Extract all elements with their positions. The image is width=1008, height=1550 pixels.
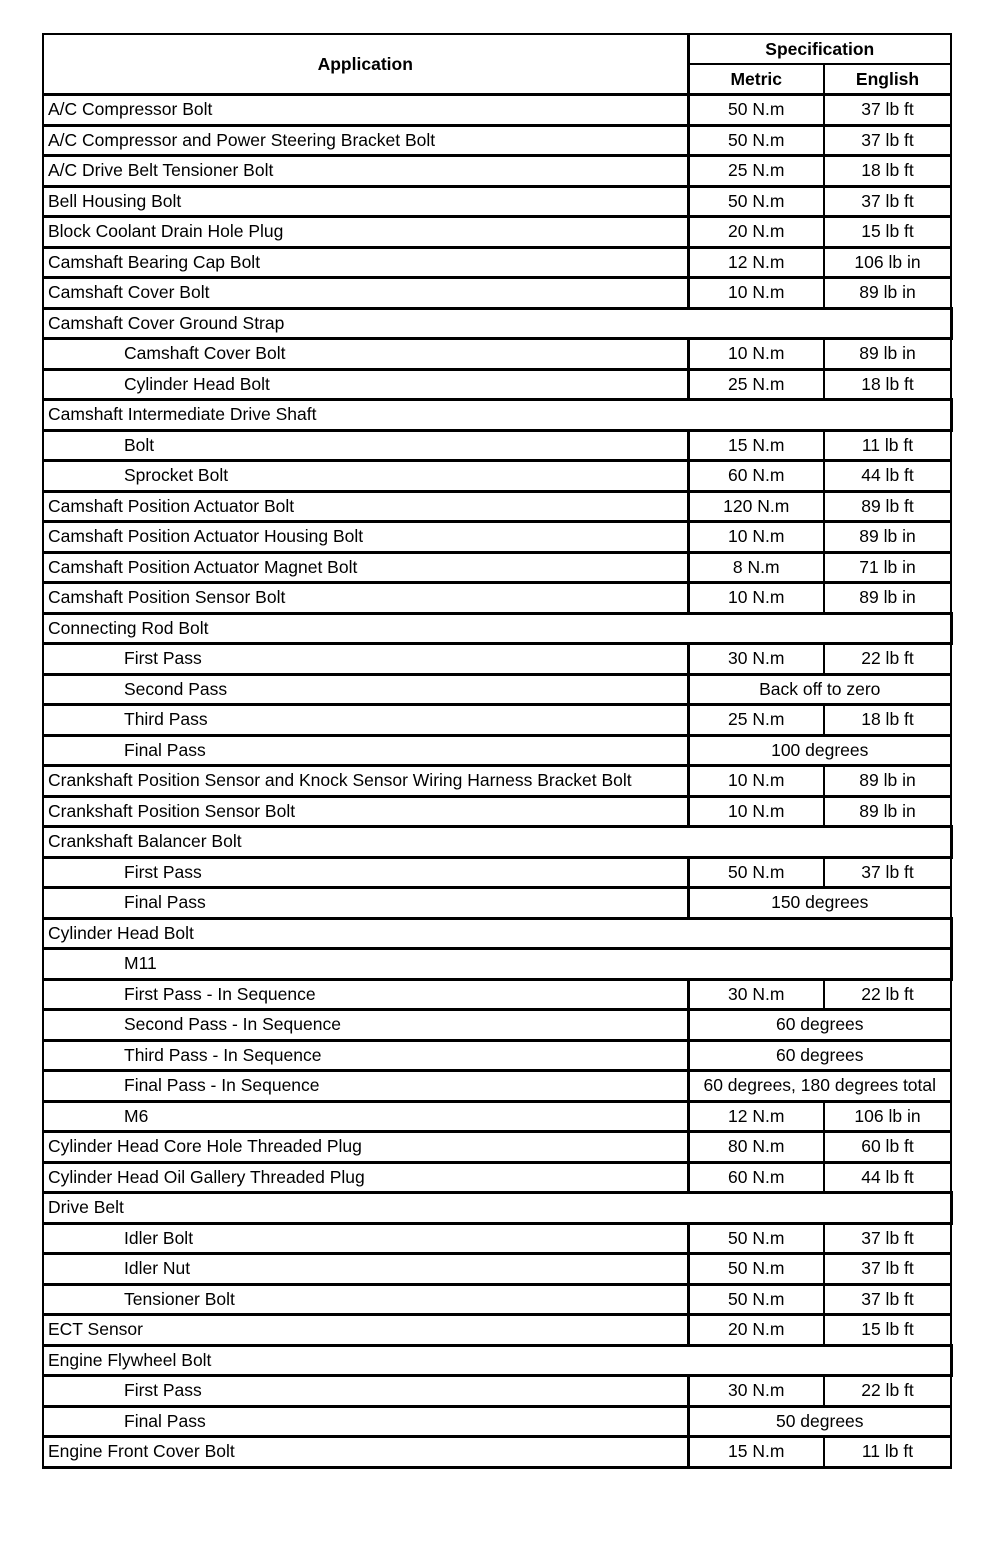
application-cell: Camshaft Cover Bolt	[43, 339, 688, 370]
table-section-row	[43, 308, 951, 339]
metric-cell: 30 N.m	[688, 1376, 824, 1407]
table-row	[43, 552, 951, 583]
metric-cell: 15 N.m	[688, 1437, 824, 1468]
table-section-row	[43, 918, 951, 949]
metric-cell: 25 N.m	[688, 156, 824, 187]
application-cell: Camshaft Position Sensor Bolt	[43, 583, 688, 614]
metric-cell: 10 N.m	[688, 522, 824, 553]
english-cell: 106 lb in	[824, 247, 951, 278]
table-row	[43, 1223, 951, 1254]
metric-cell: 30 N.m	[688, 979, 824, 1010]
specification-header: Specification	[688, 34, 951, 64]
application-cell: Idler Nut	[43, 1254, 688, 1285]
metric-cell: 50 N.m	[688, 95, 824, 126]
application-cell: Camshaft Position Actuator Magnet Bolt	[43, 552, 688, 583]
application-cell: Idler Bolt	[43, 1223, 688, 1254]
application-cell: Camshaft Bearing Cap Bolt	[43, 247, 688, 278]
application-cell: Engine Front Cover Bolt	[43, 1437, 688, 1468]
table-row	[43, 125, 951, 156]
english-cell: 89 lb in	[824, 583, 951, 614]
english-cell: 15 lb ft	[824, 217, 951, 248]
metric-cell: 10 N.m	[688, 278, 824, 309]
application-cell: Third Pass - In Sequence	[43, 1040, 688, 1071]
application-cell: Drive Belt	[43, 1193, 951, 1224]
application-cell: First Pass	[43, 1376, 688, 1407]
table-row	[43, 1040, 951, 1071]
english-cell: 18 lb ft	[824, 156, 951, 187]
table-row	[43, 644, 951, 675]
application-cell: Cylinder Head Core Hole Threaded Plug	[43, 1132, 688, 1163]
application-cell: Bolt	[43, 430, 688, 461]
application-cell: Final Pass - In Sequence	[43, 1071, 688, 1102]
application-header: Application	[43, 34, 688, 95]
table-row	[43, 674, 951, 705]
application-cell: Camshaft Cover Ground Strap	[43, 308, 951, 339]
table-section-row	[43, 1345, 951, 1376]
application-cell: Bell Housing Bolt	[43, 186, 688, 217]
metric-cell: 12 N.m	[688, 1101, 824, 1132]
english-cell: 37 lb ft	[824, 857, 951, 888]
application-cell: First Pass	[43, 644, 688, 675]
table-row	[43, 888, 951, 919]
table-row	[43, 247, 951, 278]
table-row	[43, 461, 951, 492]
application-cell: M6	[43, 1101, 688, 1132]
specification-cell: 60 degrees	[688, 1010, 951, 1041]
application-cell: A/C Drive Belt Tensioner Bolt	[43, 156, 688, 187]
application-cell: Final Pass	[43, 888, 688, 919]
table-row	[43, 1284, 951, 1315]
english-cell: 22 lb ft	[824, 1376, 951, 1407]
specification-cell: 60 degrees	[688, 1040, 951, 1071]
english-cell: 15 lb ft	[824, 1315, 951, 1346]
metric-cell: 50 N.m	[688, 857, 824, 888]
application-cell: Final Pass	[43, 735, 688, 766]
application-cell: Crankshaft Balancer Bolt	[43, 827, 951, 858]
application-cell: Crankshaft Position Sensor Bolt	[43, 796, 688, 827]
table-row	[43, 1101, 951, 1132]
table-row	[43, 1162, 951, 1193]
metric-cell: 80 N.m	[688, 1132, 824, 1163]
application-cell: Cylinder Head Bolt	[43, 369, 688, 400]
metric-cell: 20 N.m	[688, 1315, 824, 1346]
table-body	[43, 95, 951, 1468]
english-cell: 89 lb in	[824, 796, 951, 827]
english-cell: 89 lb ft	[824, 491, 951, 522]
table-row	[43, 278, 951, 309]
metric-header: Metric	[688, 64, 824, 95]
table-row	[43, 156, 951, 187]
application-cell: A/C Compressor Bolt	[43, 95, 688, 126]
table-row	[43, 1437, 951, 1468]
table-row	[43, 217, 951, 248]
metric-cell: 10 N.m	[688, 796, 824, 827]
english-cell: 37 lb ft	[824, 1284, 951, 1315]
english-cell: 11 lb ft	[824, 430, 951, 461]
application-cell: Second Pass	[43, 674, 688, 705]
table-row	[43, 522, 951, 553]
metric-cell: 50 N.m	[688, 1223, 824, 1254]
application-cell: Cylinder Head Bolt	[43, 918, 951, 949]
table-section-row	[43, 613, 951, 644]
english-cell: 106 lb in	[824, 1101, 951, 1132]
english-cell: 89 lb in	[824, 522, 951, 553]
application-cell: Camshaft Intermediate Drive Shaft	[43, 400, 951, 431]
metric-cell: 12 N.m	[688, 247, 824, 278]
english-cell: 22 lb ft	[824, 644, 951, 675]
table-row	[43, 186, 951, 217]
application-cell: Camshaft Cover Bolt	[43, 278, 688, 309]
metric-cell: 25 N.m	[688, 369, 824, 400]
table-section-row	[43, 400, 951, 431]
application-cell: M11	[43, 949, 951, 980]
table-section-row	[43, 827, 951, 858]
application-cell: Connecting Rod Bolt	[43, 613, 951, 644]
english-cell: 44 lb ft	[824, 461, 951, 492]
application-cell: Sprocket Bolt	[43, 461, 688, 492]
table-row	[43, 796, 951, 827]
application-cell: First Pass	[43, 857, 688, 888]
english-cell: 22 lb ft	[824, 979, 951, 1010]
metric-cell: 15 N.m	[688, 430, 824, 461]
application-cell: Second Pass - In Sequence	[43, 1010, 688, 1041]
metric-cell: 50 N.m	[688, 1254, 824, 1285]
table-row	[43, 339, 951, 370]
table-row	[43, 491, 951, 522]
application-cell: Crankshaft Position Sensor and Knock Sensor Wiring Harness Bracket Bolt	[43, 766, 688, 797]
metric-cell: 25 N.m	[688, 705, 824, 736]
english-cell: 18 lb ft	[824, 705, 951, 736]
metric-cell: 10 N.m	[688, 339, 824, 370]
english-cell: 89 lb in	[824, 766, 951, 797]
table-row	[43, 95, 951, 126]
english-cell: 37 lb ft	[824, 186, 951, 217]
table-row	[43, 857, 951, 888]
english-cell: 18 lb ft	[824, 369, 951, 400]
specification-cell: Back off to zero	[688, 674, 951, 705]
table-row	[43, 766, 951, 797]
english-cell: 89 lb in	[824, 339, 951, 370]
metric-cell: 120 N.m	[688, 491, 824, 522]
table-row	[43, 1315, 951, 1346]
table-section-row	[43, 949, 951, 980]
table-row	[43, 1406, 951, 1437]
application-cell: Third Pass	[43, 705, 688, 736]
table-row	[43, 1376, 951, 1407]
metric-cell: 10 N.m	[688, 583, 824, 614]
application-cell: ECT Sensor	[43, 1315, 688, 1346]
metric-cell: 60 N.m	[688, 461, 824, 492]
english-cell: 37 lb ft	[824, 95, 951, 126]
specification-cell: 100 degrees	[688, 735, 951, 766]
english-cell: 37 lb ft	[824, 1223, 951, 1254]
specification-cell: 50 degrees	[688, 1406, 951, 1437]
application-cell: Final Pass	[43, 1406, 688, 1437]
table-row	[43, 705, 951, 736]
application-cell: First Pass - In Sequence	[43, 979, 688, 1010]
table-row	[43, 369, 951, 400]
specification-cell: 150 degrees	[688, 888, 951, 919]
application-cell: Camshaft Position Actuator Housing Bolt	[43, 522, 688, 553]
specification-cell: 60 degrees, 180 degrees total	[688, 1071, 951, 1102]
application-cell: Camshaft Position Actuator Bolt	[43, 491, 688, 522]
table-header	[43, 34, 951, 95]
torque-specification-table	[42, 33, 953, 1469]
table-row	[43, 430, 951, 461]
application-cell: Engine Flywheel Bolt	[43, 1345, 951, 1376]
table-row	[43, 1132, 951, 1163]
english-cell: 71 lb in	[824, 552, 951, 583]
english-header: English	[824, 64, 951, 95]
table-row	[43, 735, 951, 766]
table-row	[43, 1010, 951, 1041]
metric-cell: 10 N.m	[688, 766, 824, 797]
metric-cell: 20 N.m	[688, 217, 824, 248]
metric-cell: 50 N.m	[688, 1284, 824, 1315]
application-cell: Tensioner Bolt	[43, 1284, 688, 1315]
application-cell: A/C Compressor and Power Steering Bracket Bolt	[43, 125, 688, 156]
english-cell: 44 lb ft	[824, 1162, 951, 1193]
application-cell: Block Coolant Drain Hole Plug	[43, 217, 688, 248]
english-cell: 89 lb in	[824, 278, 951, 309]
table-row	[43, 1254, 951, 1285]
english-cell: 11 lb ft	[824, 1437, 951, 1468]
english-cell: 37 lb ft	[824, 1254, 951, 1285]
table-row	[43, 1071, 951, 1102]
metric-cell: 8 N.m	[688, 552, 824, 583]
metric-cell: 60 N.m	[688, 1162, 824, 1193]
application-cell: Cylinder Head Oil Gallery Threaded Plug	[43, 1162, 688, 1193]
metric-cell: 30 N.m	[688, 644, 824, 675]
table-section-row	[43, 1193, 951, 1224]
metric-cell: 50 N.m	[688, 125, 824, 156]
table-row	[43, 979, 951, 1010]
english-cell: 37 lb ft	[824, 125, 951, 156]
metric-cell: 50 N.m	[688, 186, 824, 217]
table-row	[43, 583, 951, 614]
english-cell: 60 lb ft	[824, 1132, 951, 1163]
